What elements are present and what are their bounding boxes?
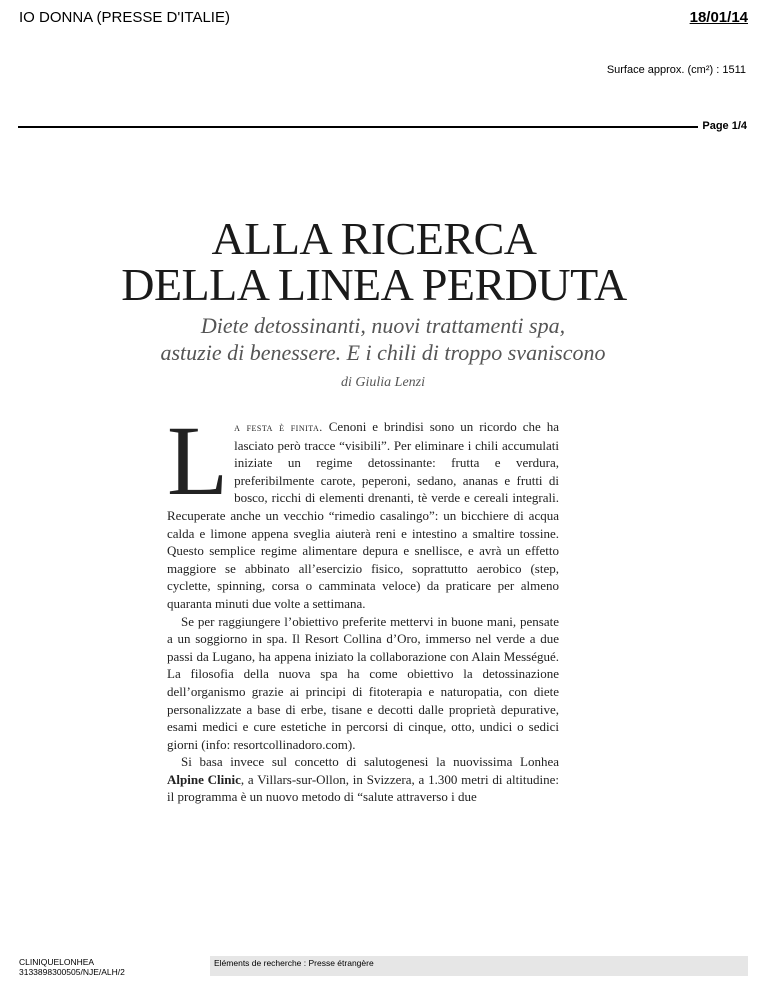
paragraph-1-text: Cenoni e brindisi sono un ricordo che ha lasciato però tracce “visibili”. Per eliminare i chili accumulati iniziate un regime detossinante: frutta e verdura, preferibilmente carote, peperoni, sedano, ananas e frutti di bosco, ricchi di elementi drenanti, tè verde e cereali integrali. Recuperate anche un vecchio “rimedio casalingo”: un bicchiere di acqua calda e limone appena sveglia aiuterà reni e intestino a smaltire tossine. Questo semplice regime alimentare depura e snellisce, e avrà un effetto maggiore se abbinato all’esercizio fisico, soprattutto aerobico (step, cyclette, spinning, corsa o camminata veloce) da praticare per almeno quaranta minuti due volte a settimana. [167, 419, 559, 611]
subtitle-line-2: astuzie di benessere. E i chili di troppo svaniscono [160, 340, 606, 365]
footer-category: Eléments de recherche : Presse étrangère [214, 958, 374, 968]
publication-date: 18/01/14 [689, 9, 748, 26]
paragraph-3 [167, 753, 559, 806]
header-divider [18, 126, 698, 128]
article-byline: di Giulia Lenzi [340, 375, 425, 390]
title-line-1: ALLA RICERCA [211, 213, 537, 264]
article-subtitle [80, 312, 686, 366]
title-line-2: DELLA LINEA PERDUTA [121, 259, 627, 310]
article-body [167, 405, 559, 806]
surface-area: Surface approx. (cm²) : 1511 [606, 64, 746, 76]
page-number: Page 1/4 [702, 120, 747, 132]
publication-name: IO DONNA (PRESSE D'ITALIE) [19, 9, 230, 26]
lead-in: a festa è finita. [234, 420, 323, 434]
paragraph-3-end: , a Villars-sur-Ollon, in Svizzera, a 1.300 metri di altitudine: il programma è un nuovo metodo di “salute attraverso i due [167, 771, 559, 805]
paragraph-2: Se per raggiungere l’obiettivo preferite mettervi in buone mani, pensate a un soggiorno in spa. Il Resort Collina d’Oro, immerso nel verde a due passi da Lugano, ha appena iniziato la collaborazione con Alain Mességué. La filosofia della nuova spa ha come obiettivo la detossinazione dell’organismo grazie ai principi di fitoterapia e naturopatia, con diete personalizzate a base di erbe, tisane e decotti dalle proprietà depurative, esami medici e cure estetiche in percorsi di cinque, otto, undici o sedici giorni (info: resortcollinadoro.com). [167, 613, 559, 752]
footer-code-line-1: CLINIQUELONHEA [19, 957, 95, 967]
footer-code-line-2: 3133898300505/NJE/ALH/2 [19, 967, 125, 977]
paragraph-3-start: Si basa invece sul concetto di salutogenesi la nuovissima Lonhea [181, 754, 559, 770]
footer-code [19, 957, 125, 977]
article-title [40, 213, 708, 310]
subtitle-line-1: Diete detossinanti, nuovi trattamenti spa, [200, 313, 566, 338]
drop-cap: L [167, 405, 229, 516]
clinic-name: Alpine Clinic [167, 771, 241, 787]
